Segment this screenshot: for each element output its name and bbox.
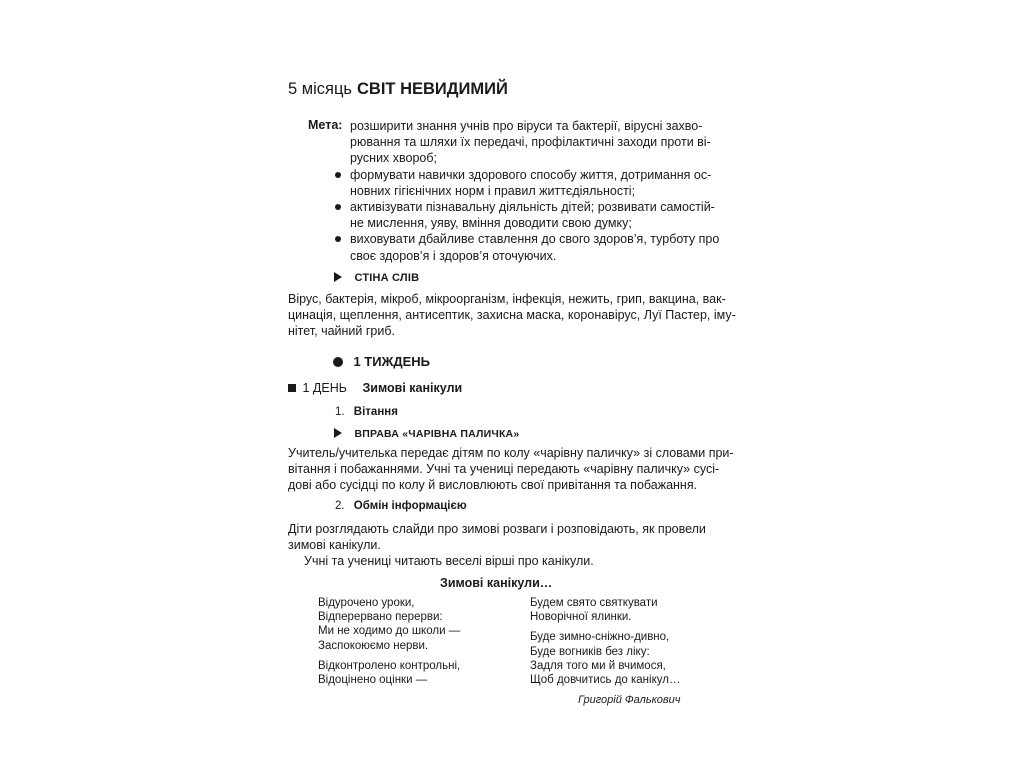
exercise-heading (334, 425, 519, 443)
paragraph-line: Учитель/учителька передає дітям по колу «чарівну паличку» зі словами при- (288, 446, 734, 460)
word-wall-line: нітет, чайний гриб. (288, 324, 396, 339)
poem-line: Відурочено уроки, (318, 597, 415, 609)
poem-line: Щоб довчитись до канікул… (530, 674, 681, 687)
poem-line: Відоцінено оцінки — (318, 674, 428, 687)
goal-text-line: розширити знання учнів про віруси та бактерії, вірусні захво- (350, 119, 703, 133)
triangle-right-icon (334, 428, 342, 438)
poem-line: Будем свято святкувати (530, 597, 658, 609)
triangle-right-icon (334, 272, 342, 282)
square-icon (288, 384, 296, 392)
paragraph-line: Учні та учениці читають веселі вірші про канікули. (304, 554, 594, 569)
step-1-heading (335, 406, 398, 418)
goal-text-line: не мислення, уяву, вміння доводити свою думку; (350, 216, 632, 231)
poem-line: Відперервано перерви: (318, 611, 443, 624)
poem-line: Задля того ми й вчимося, (530, 659, 666, 672)
goal-text-line: рювання та шляхи їх передачі, профілактичні заходи проти ві- (350, 135, 711, 150)
poem-line: Новорічної ялинки. (530, 611, 632, 624)
goal-label: Мета: (308, 118, 343, 132)
goal-text-line: формувати навички здорового способу життя, дотримання ос- (350, 167, 712, 182)
paragraph-line: зимові канікули. (288, 538, 381, 553)
month-label: 5 місяць (288, 80, 353, 98)
paragraph-line: вітання і побажаннями. Учні та учениці передають «чарівну паличку» сусі- (288, 462, 720, 477)
poem-left-column (318, 596, 460, 687)
circle-icon (333, 357, 343, 367)
day-title: Зимові канікули (362, 381, 463, 395)
bullet-icon (335, 236, 341, 242)
step-1-text (288, 445, 734, 494)
word-wall-line: Вірус, бактерія, мікроб, мікроорганізм, інфекція, нежить, грип, вакцина, вак- (288, 292, 726, 306)
step-title: Вітання (353, 406, 398, 418)
paragraph-line: дові або сусідці по колу й висловлюють свої привітання та побажання. (288, 478, 698, 493)
step-2-text (288, 521, 708, 570)
page-title: СВІТ НЕВИДИМИЙ (357, 80, 508, 98)
word-wall-line: цинація, щеплення, антисептик, захисна маска, коронавірус, Луї Пастер, іму- (288, 308, 736, 323)
week-label: 1 ТИЖДЕНЬ (353, 354, 430, 369)
day-heading (288, 381, 462, 395)
bullet-icon (335, 172, 341, 178)
bullet-icon (335, 204, 341, 210)
poem-line: Ми не ходимо до школи — (318, 625, 461, 638)
week-heading (333, 354, 430, 372)
word-wall-title: СТІНА СЛІВ (354, 272, 420, 284)
exercise-title: ВПРАВА «ЧАРІВНА ПАЛИЧКА» (354, 428, 520, 440)
goal-bullet-item (350, 231, 720, 263)
step-number: 2. (335, 500, 345, 512)
day-label: 1 ДЕНЬ (302, 381, 347, 395)
step-title: Обмін інформацією (353, 500, 467, 512)
goal-text-line: виховувати дбайливе ставлення до свого здоров’я, турботу про (350, 232, 720, 247)
page-heading (288, 80, 508, 99)
poem-author: Григорій Фалькович (578, 694, 681, 706)
paragraph-line: Діти розглядають слайди про зимові розваги і розповідають, як провели (288, 522, 706, 536)
goal-text-line: своє здоров’я і здоров’я оточуючих. (350, 248, 557, 263)
goal-bullet-item (350, 199, 715, 231)
goal-text-line: активізувати пізнавальну діяльність дітей; розвивати самостій- (350, 200, 715, 215)
poem-right-column (530, 596, 680, 687)
goal-body (350, 118, 720, 264)
poem-title: Зимові канікули… (440, 576, 553, 590)
word-wall-text (288, 291, 736, 340)
goal-text-line: русних хвороб; (350, 151, 438, 166)
poem-line: Буде зимно-сніжно-дивно, (530, 631, 670, 644)
poem-line: Заспокоюємо нерви. (318, 639, 429, 652)
poem-line: Відконтролено контрольні, (318, 659, 461, 672)
goal-text-line: новних гігієнічних норм і правил життєдіяльності; (350, 183, 636, 198)
poem-line: Буде вогників без ліку: (530, 645, 650, 658)
step-2-heading (335, 500, 467, 512)
word-wall-heading (334, 269, 419, 287)
step-number: 1. (335, 406, 345, 418)
goal-bullet-item (350, 167, 710, 199)
